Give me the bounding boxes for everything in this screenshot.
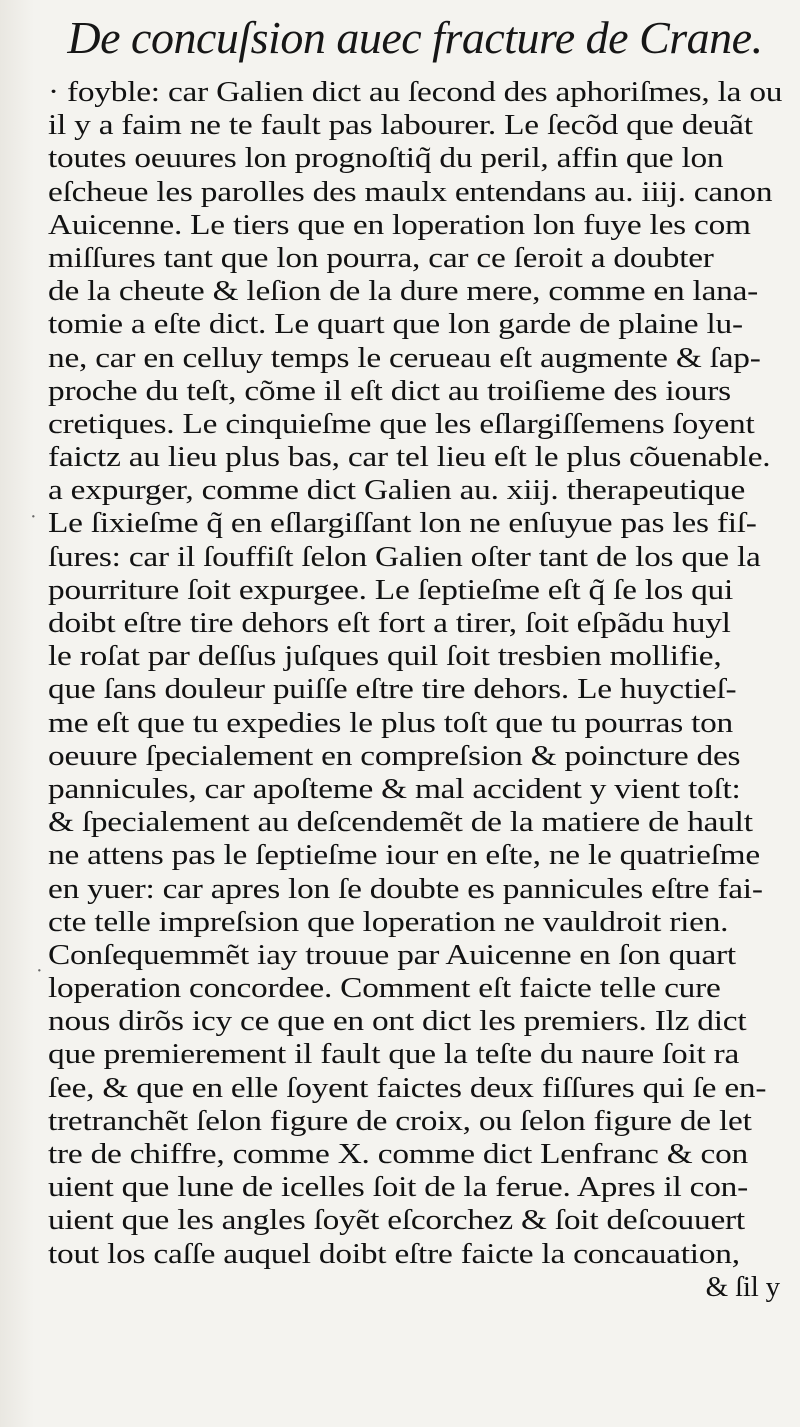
text-line: pourriture ſoit expurgee. Le ſeptieſme eſt q̃ ſe los qui [48,573,734,606]
text-line: cretiques. Le cinquieſme que les eſlargiſſemens ſoyent [48,407,755,440]
text-line: ſee, & que en elle ſoyent faictes deux fiſſures qui ſe en- [48,1071,767,1104]
text-line: doibt eſtre tire dehors eſt fort a tirer, ſoit eſpãdu huyl [48,607,731,639]
text-line: de la cheute & leſion de la dure mere, comme en lana- [48,275,759,308]
text-line: · foyble: car Galien dict au ſecond des aphoriſmes, la ou [48,76,783,108]
text-line: proche du teſt, cõme il eſt dict au troiſieme des iours [48,374,731,407]
margin-mark: · [36,960,43,982]
text-line: tout los caſſe auquel doibt eſtre faicte la concauation, [48,1237,740,1270]
text-line: a expurger, comme dict Galien au. xiij. therapeutique [48,474,746,507]
text-line: nous dirõs icy ce que en ont dict les premiers. Ilz dict [48,1005,747,1038]
text-line: ne, car en celluy temps le cerueau eſt augmente & ſap- [48,341,761,374]
text-line: cte telle impreſsion que loperation ne vauldroit rien. [48,905,729,938]
text-line: miſſures tant que lon pourra, car ce ſeroit a doubter [48,241,714,274]
body-text [48,76,798,1304]
text-line: me eſt que tu expedies le plus toſt que tu pourras ton [48,706,734,739]
text-line: que ſans douleur puiſſe eſtre tire dehors. Le huyctieſ- [48,673,737,706]
text-line: toutes oeuures lon prognoſtiq̃ du peril, affin que lon [48,142,724,175]
text-line: le roſat par deſſus juſques quil ſoit tresbien mollifie, [48,640,722,673]
text-line: tre de chiffre, comme X. comme dict Lenfranc & con [48,1138,748,1170]
text-line: pannicules, car apoſteme & mal accident y vient toſt: [48,772,741,805]
text-line: tretranchẽt ſelon figure de croix, ou ſelon figure de let [48,1104,752,1137]
text-line: ne attens pas le ſeptieſme iour en eſte, ne le quatrieſme [48,839,760,872]
text-line: eſcheue les parolles des maulx entendans au. iiij. canon [48,175,773,208]
text-line: tomie a eſte dict. Le quart que lon garde de plaine lu- [48,308,743,341]
text-line: faictz au lieu plus bas, car tel lieu eſt le plus cõuenable. [48,441,771,474]
running-head: De concuſsion auec fracture de Crane. [67,12,763,63]
text-line: Le ſixieſme q̃ en eſlargiſſant lon ne enſuyue pas les fiſ- [48,507,757,540]
text-line: uient que lune de icelles ſoit de la ferue. Apres il con- [48,1171,748,1204]
catchword: & ſil y [705,1270,780,1303]
text-line: en yuer: car apres lon ſe doubte es pannicules eſtre fai- [48,872,763,905]
text-line: il y a faim ne te fault pas labourer. Le ſecõd que deuãt [48,109,753,142]
text-line: loperation concordee. Comment eſt faicte telle cure [48,972,721,1005]
text-line: ſures: car il ſouffiſt ſelon Galien oſter tant de los que la [48,540,761,573]
text-line: & ſpecialement au deſcendemẽt de la matiere de hault [48,806,753,839]
margin-mark: · [30,506,37,528]
text-line: que premierement il fault que la teſte du naure ſoit ra [48,1038,740,1071]
text-line: uient que les angles ſoyẽt eſcorchez & ſoit deſcouuert [48,1204,745,1237]
text-line: Auicenne. Le tiers que en loperation lon fuye les com [48,208,751,241]
text-line: oeuure ſpecialement en compreſsion & poincture des [48,739,741,772]
page-gutter [0,0,34,1427]
text-line: Conſequemmẽt iay trouue par Auicenne en ſon quart [48,938,736,971]
